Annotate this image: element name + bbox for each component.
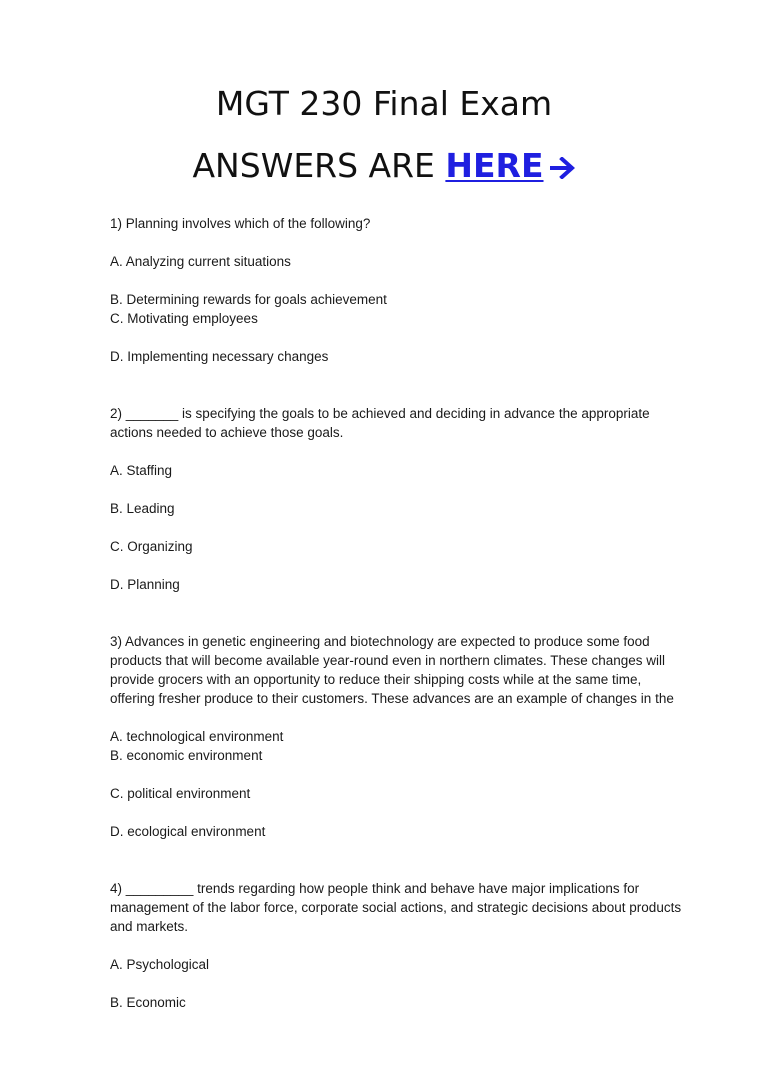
question-text-line: and markets.	[110, 919, 189, 934]
answers-here-link[interactable]	[445, 146, 575, 185]
answer-option: C. Motivating employees	[110, 311, 258, 326]
answer-option: A. Psychological	[110, 957, 210, 972]
answers-link-label: HERE	[445, 146, 544, 185]
answer-option: A. Analyzing current situations	[110, 254, 291, 269]
exam-title: MGT 230 Final Exam	[215, 84, 553, 123]
question-text-line: 2) _______ is specifying the goals to be achieved and deciding in advance the appropriate	[110, 406, 650, 421]
question-4	[110, 879, 720, 1012]
question-text-line: actions needed to achieve those goals.	[110, 425, 344, 440]
question-text-line: provide grocers with an opportunity to reduce their shipping costs while at the same time,	[110, 672, 642, 687]
question-2	[110, 404, 720, 594]
answer-option: D. Planning	[110, 577, 180, 592]
exam-content	[110, 214, 720, 1012]
answer-option: B. economic environment	[110, 748, 263, 763]
answer-option: B. Economic	[110, 995, 186, 1010]
answer-option: D. ecological environment	[110, 824, 266, 839]
answer-option: C. political environment	[110, 786, 251, 801]
answer-option: B. Leading	[110, 501, 175, 516]
question-3	[110, 632, 720, 841]
answer-option: B. Determining rewards for goals achievement	[110, 292, 387, 307]
answer-option: A. Staffing	[110, 463, 173, 478]
answer-option: C. Organizing	[110, 539, 193, 554]
question-text-line: 4) _________ trends regarding how people think and behave have major implications for	[110, 881, 640, 896]
question-text-line: management of the labor force, corporate social actions, and strategic decisions about products	[110, 900, 682, 915]
answers-prefix: ANSWERS ARE	[192, 146, 446, 185]
question-1	[110, 214, 720, 366]
question-text: 1) Planning involves which of the following?	[110, 216, 371, 231]
question-text-line: 3) Advances in genetic engineering and biotechnology are expected to produce some food	[110, 634, 650, 649]
question-text-line: offering fresher produce to their customers. These advances are an example of changes in the	[110, 691, 674, 706]
answers-heading	[0, 146, 768, 188]
question-text-line: products that will become available year-round even in northern climates. These changes will	[110, 653, 666, 668]
arrow-right-icon	[550, 148, 576, 188]
answer-option: A. technological environment	[110, 729, 284, 744]
answer-option: D. Implementing necessary changes	[110, 349, 329, 364]
